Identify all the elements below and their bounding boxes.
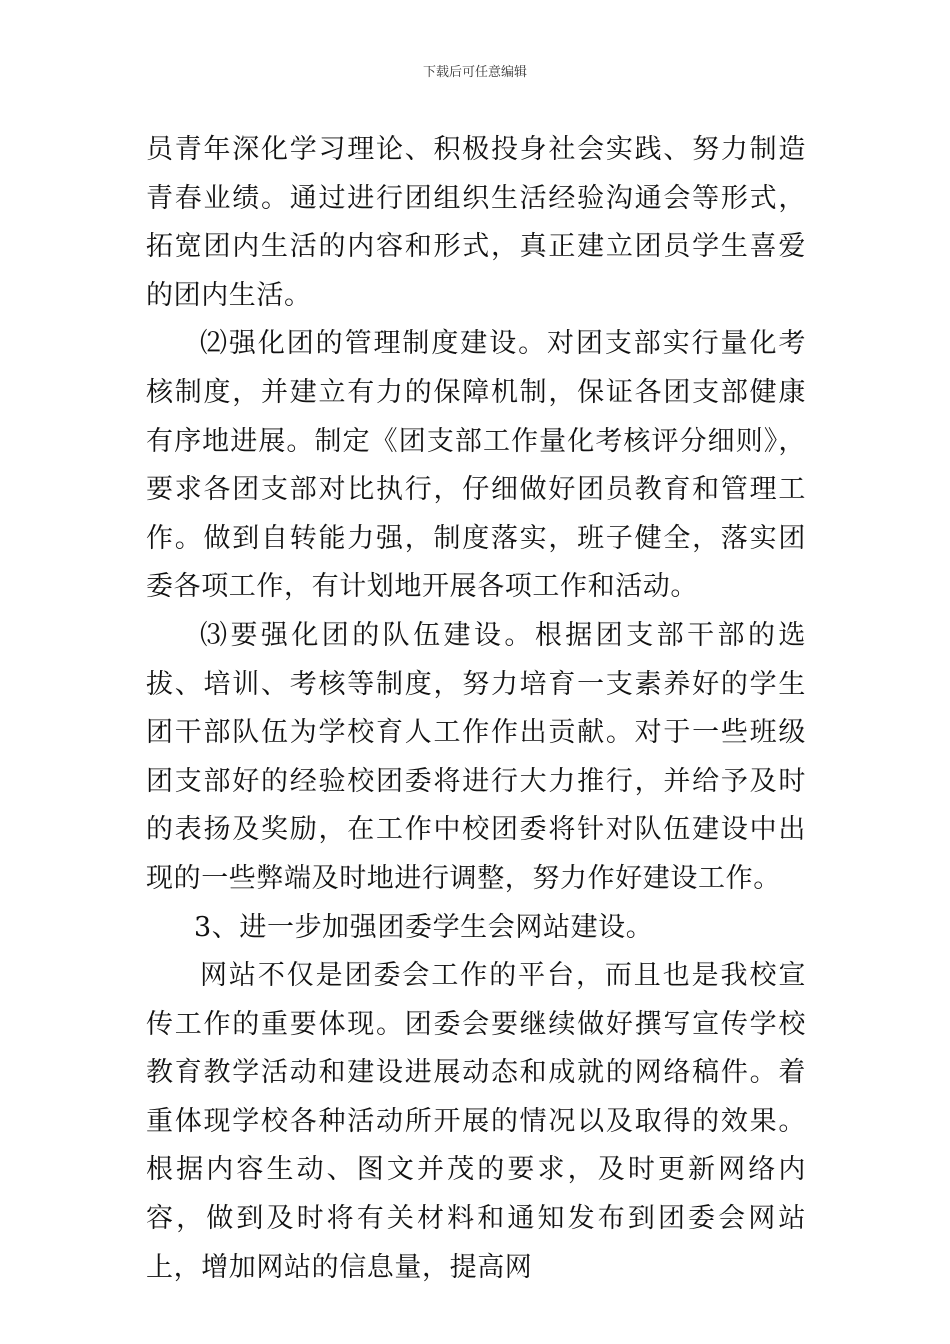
paragraph-management-system: ⑵强化团的管理制度建设。对团支部实行量化考核制度，并建立有力的保障机制，保证各团支部健康有序地进展。制定《团支部工作量化考核评分细则》，要求各团支部对比执行，仔细做好团员教育和管理工作。做到自转能力强，制度落实，班子健全，落实团委各项工作，有计划地开展各项工作和活动。 <box>146 328 806 603</box>
document-body <box>146 126 806 1292</box>
paragraph-team-building: ⑶要强化团的队伍建设。根据团支部干部的选拔、培训、考核等制度，努力培育一支素养好的学生团干部队伍为学校育人工作作出贡献。对于一些班级团支部好的经验校团委将进行大力推行，并给予及时的表扬及奖励，在工作中校团委将针对队伍建设中出现的一些弊端及时地进行调整，努力作好建设工作。 <box>146 619 806 894</box>
paragraph-website: 网站不仅是团委会工作的平台，而且也是我校宣传工作的重要体现。团委会要继续做好撰写宣传学校教育教学活动和建设进展动态和成就的网络稿件。着重体现学校各种活动所开展的情况以及取得的效果。根据内容生动、图文并茂的要求，及时更新网络内容，做到及时将有关材料和通知发布到团委会网站上，增加网站的信息量，提高网 <box>146 960 806 1283</box>
page-header: 下载后可任意编辑 <box>422 65 527 80</box>
paragraph-continued: 员青年深化学习理论、积极投身社会实践、努力制造青春业绩。通过进行团组织生活经验沟通会等形式，拓宽团内生活的内容和形式，真正建立团员学生喜爱的团内生活。 <box>146 134 806 311</box>
section-heading-website: 3、进一步加强团委学生会网站建设。 <box>194 911 654 943</box>
